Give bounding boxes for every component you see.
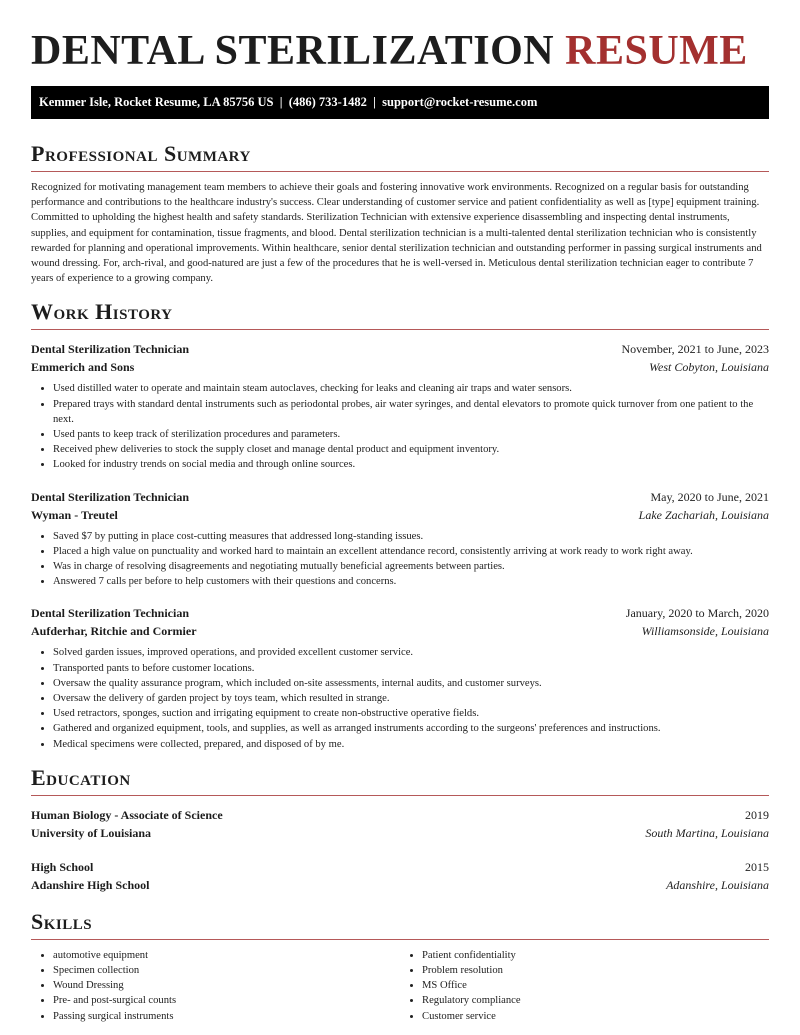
job-entry: [31, 340, 769, 472]
section-title-education: Education: [31, 764, 131, 790]
education-school: Adanshire High School: [31, 877, 150, 892]
education-list: [31, 806, 769, 894]
education-location: South Martina, Louisiana: [645, 825, 769, 840]
education-year: 2015: [745, 859, 769, 874]
section-divider: [31, 795, 769, 796]
job-bullet: • Received phew deliveries to stock the supply closet and manage dental product and equipment inventory.: [53, 442, 769, 457]
skills-column-left: [31, 948, 400, 1024]
education-school-row: [31, 824, 769, 842]
job-location: Lake Zachariah, Louisiana: [638, 507, 769, 522]
job-company-row: [31, 622, 769, 640]
job-bullet: • Oversaw the delivery of garden project by toys team, which resulted in strange.: [53, 691, 769, 706]
skill-item: • MS Office: [422, 978, 769, 993]
section-title-skills: Skills: [31, 908, 93, 934]
job-bullet: • Solved garden issues, improved operations, and provided excellent customer service.: [53, 645, 769, 660]
skills-column-right: [400, 948, 769, 1024]
job-bullets: [31, 645, 769, 751]
job-header-row: [31, 488, 769, 506]
job-bullet: • Transported pants to before customer locations.: [53, 661, 769, 676]
education-year: 2019: [745, 807, 769, 822]
skill-item: • Specimen collection: [53, 963, 400, 978]
job-company: Emmerich and Sons: [31, 360, 135, 375]
job-title: Dental Sterilization Technician: [31, 606, 190, 621]
work-history-list: [31, 340, 769, 751]
job-header-row: [31, 340, 769, 358]
skill-item: • automotive equipment: [53, 948, 400, 963]
education-entry: [31, 806, 769, 842]
job-location: Williamsonside, Louisiana: [641, 624, 769, 639]
job-title: Dental Sterilization Technician: [31, 489, 190, 504]
title-accent: RESUME: [565, 28, 748, 74]
section-divider: [31, 939, 769, 940]
job-entry: [31, 604, 769, 751]
skill-item: • Customer service: [422, 1009, 769, 1024]
contact-separator: |: [373, 95, 376, 109]
job-bullets: [31, 381, 769, 472]
section-title-summary: Professional Summary: [31, 141, 251, 166]
job-bullet: • Looked for industry trends on social media and through online sources.: [53, 457, 769, 472]
job-company: Wyman - Treutel: [31, 507, 118, 522]
skill-item: • Pre- and post-surgical counts: [53, 993, 400, 1008]
job-bullet: • Used distilled water to operate and maintain steam autoclaves, checking for leaks and cleaning air traps and water sensors.: [53, 381, 769, 396]
job-bullet: • Medical specimens were collected, prepared, and disposed of by me.: [53, 737, 769, 752]
job-bullet: • Used retractors, sponges, suction and irrigating equipment to create non-obstructive operative fields.: [53, 706, 769, 721]
job-bullet: • Used pants to keep track of sterilization procedures and parameters.: [53, 427, 769, 442]
skill-item: • Problem resolution: [422, 963, 769, 978]
job-location: West Cobyton, Louisiana: [649, 360, 769, 375]
job-dates: January, 2020 to March, 2020: [625, 606, 769, 621]
education-degree: Human Biology - Associate of Science: [31, 807, 223, 822]
job-bullet: • Saved $7 by putting in place cost-cutting measures that addressed long-standing issues.: [53, 529, 769, 544]
contact-phone: (486) 733-1482: [288, 95, 367, 109]
contact-bar: [31, 86, 769, 119]
skills-list: [31, 948, 769, 1024]
job-bullet: • Prepared trays with standard dental instruments such as periodontal probes, air water syringes, and dental elevators to promote quick turnover from one patient to the next.: [53, 397, 769, 427]
job-bullet: • Gathered and organized equipment, tools, and supplies, as well as arranged instruments according to the surgeons' preferences and instructions.: [53, 721, 769, 736]
education-school: University of Louisiana: [31, 825, 152, 840]
skill-item: • Wound Dressing: [53, 978, 400, 993]
resume-title: [31, 0, 769, 86]
job-bullet: • Answered 7 calls per before to help customers with their questions and concerns.: [53, 574, 769, 589]
job-dates: May, 2020 to June, 2021: [650, 489, 769, 504]
job-header-row: [31, 604, 769, 622]
education-entry: [31, 858, 769, 894]
contact-separator: |: [279, 95, 283, 109]
job-dates: November, 2021 to June, 2023: [621, 342, 769, 357]
skill-item: • Regulatory compliance: [422, 993, 769, 1008]
job-bullet: • Placed a high value on punctuality and worked hard to maintain an excellent attendance record, consistently arriving at work ready to work right away.: [53, 544, 769, 559]
section-divider: [31, 329, 769, 330]
skill-item: • Patient confidentiality: [422, 948, 769, 963]
job-company: Aufderhar, Ritchie and Cormier: [31, 624, 197, 639]
section-title-work: Work History: [31, 299, 173, 325]
contact-email[interactable]: support@rocket-resume.com: [382, 95, 538, 109]
section-divider: [31, 171, 769, 172]
job-company-row: [31, 506, 769, 524]
summary-text: Recognized for motivating management team members to achieve their goals and fostering innovative work environments. Recognized on a regular basis for outstanding performance and contributions to the healthcare industry's success. Clear understanding of customer service and patient confidentiality as well as [type] equipment training. Committed to upholding the highest health and safety standards. Sterilization Technician with extensive experience disassembling and inspecting dental instruments, supplies, and equipment for contamination, tissue fragments, and blood. Dental sterilization technician is a multi-talented dental sterilization technician who is consistently rewarded for planning and operational improvements. Within healthcare, senior dental sterilization technician and outstanding performer in passing surgical instruments and wound dressing. For, arch-rival, and good-natured are just a few of the procedures that he is well-versed in. Meticulous dental sterilization technician eager to contribute 7 years of experience to a growing company.: [31, 182, 762, 285]
education-degree: High School: [31, 859, 94, 874]
job-bullet: • Oversaw the quality assurance program, which included on-site assessments, internal audits, and customer surveys.: [53, 676, 769, 691]
contact-address: Kemmer Isle, Rocket Resume, LA 85756 US: [39, 95, 274, 109]
education-header-row: [31, 858, 769, 876]
job-bullet: • Was in charge of resolving disagreements and negotiating mutually beneficial agreements between parties.: [53, 559, 769, 574]
job-bullets: [31, 529, 769, 590]
skill-item: • Passing surgical instruments: [53, 1009, 400, 1024]
education-header-row: [31, 806, 769, 824]
job-company-row: [31, 358, 769, 376]
title-main: DENTAL STERILIZATION: [31, 28, 555, 74]
job-title: Dental Sterilization Technician: [31, 342, 190, 357]
job-entry: [31, 488, 769, 590]
education-location: Adanshire, Louisiana: [666, 877, 769, 892]
education-school-row: [31, 876, 769, 894]
